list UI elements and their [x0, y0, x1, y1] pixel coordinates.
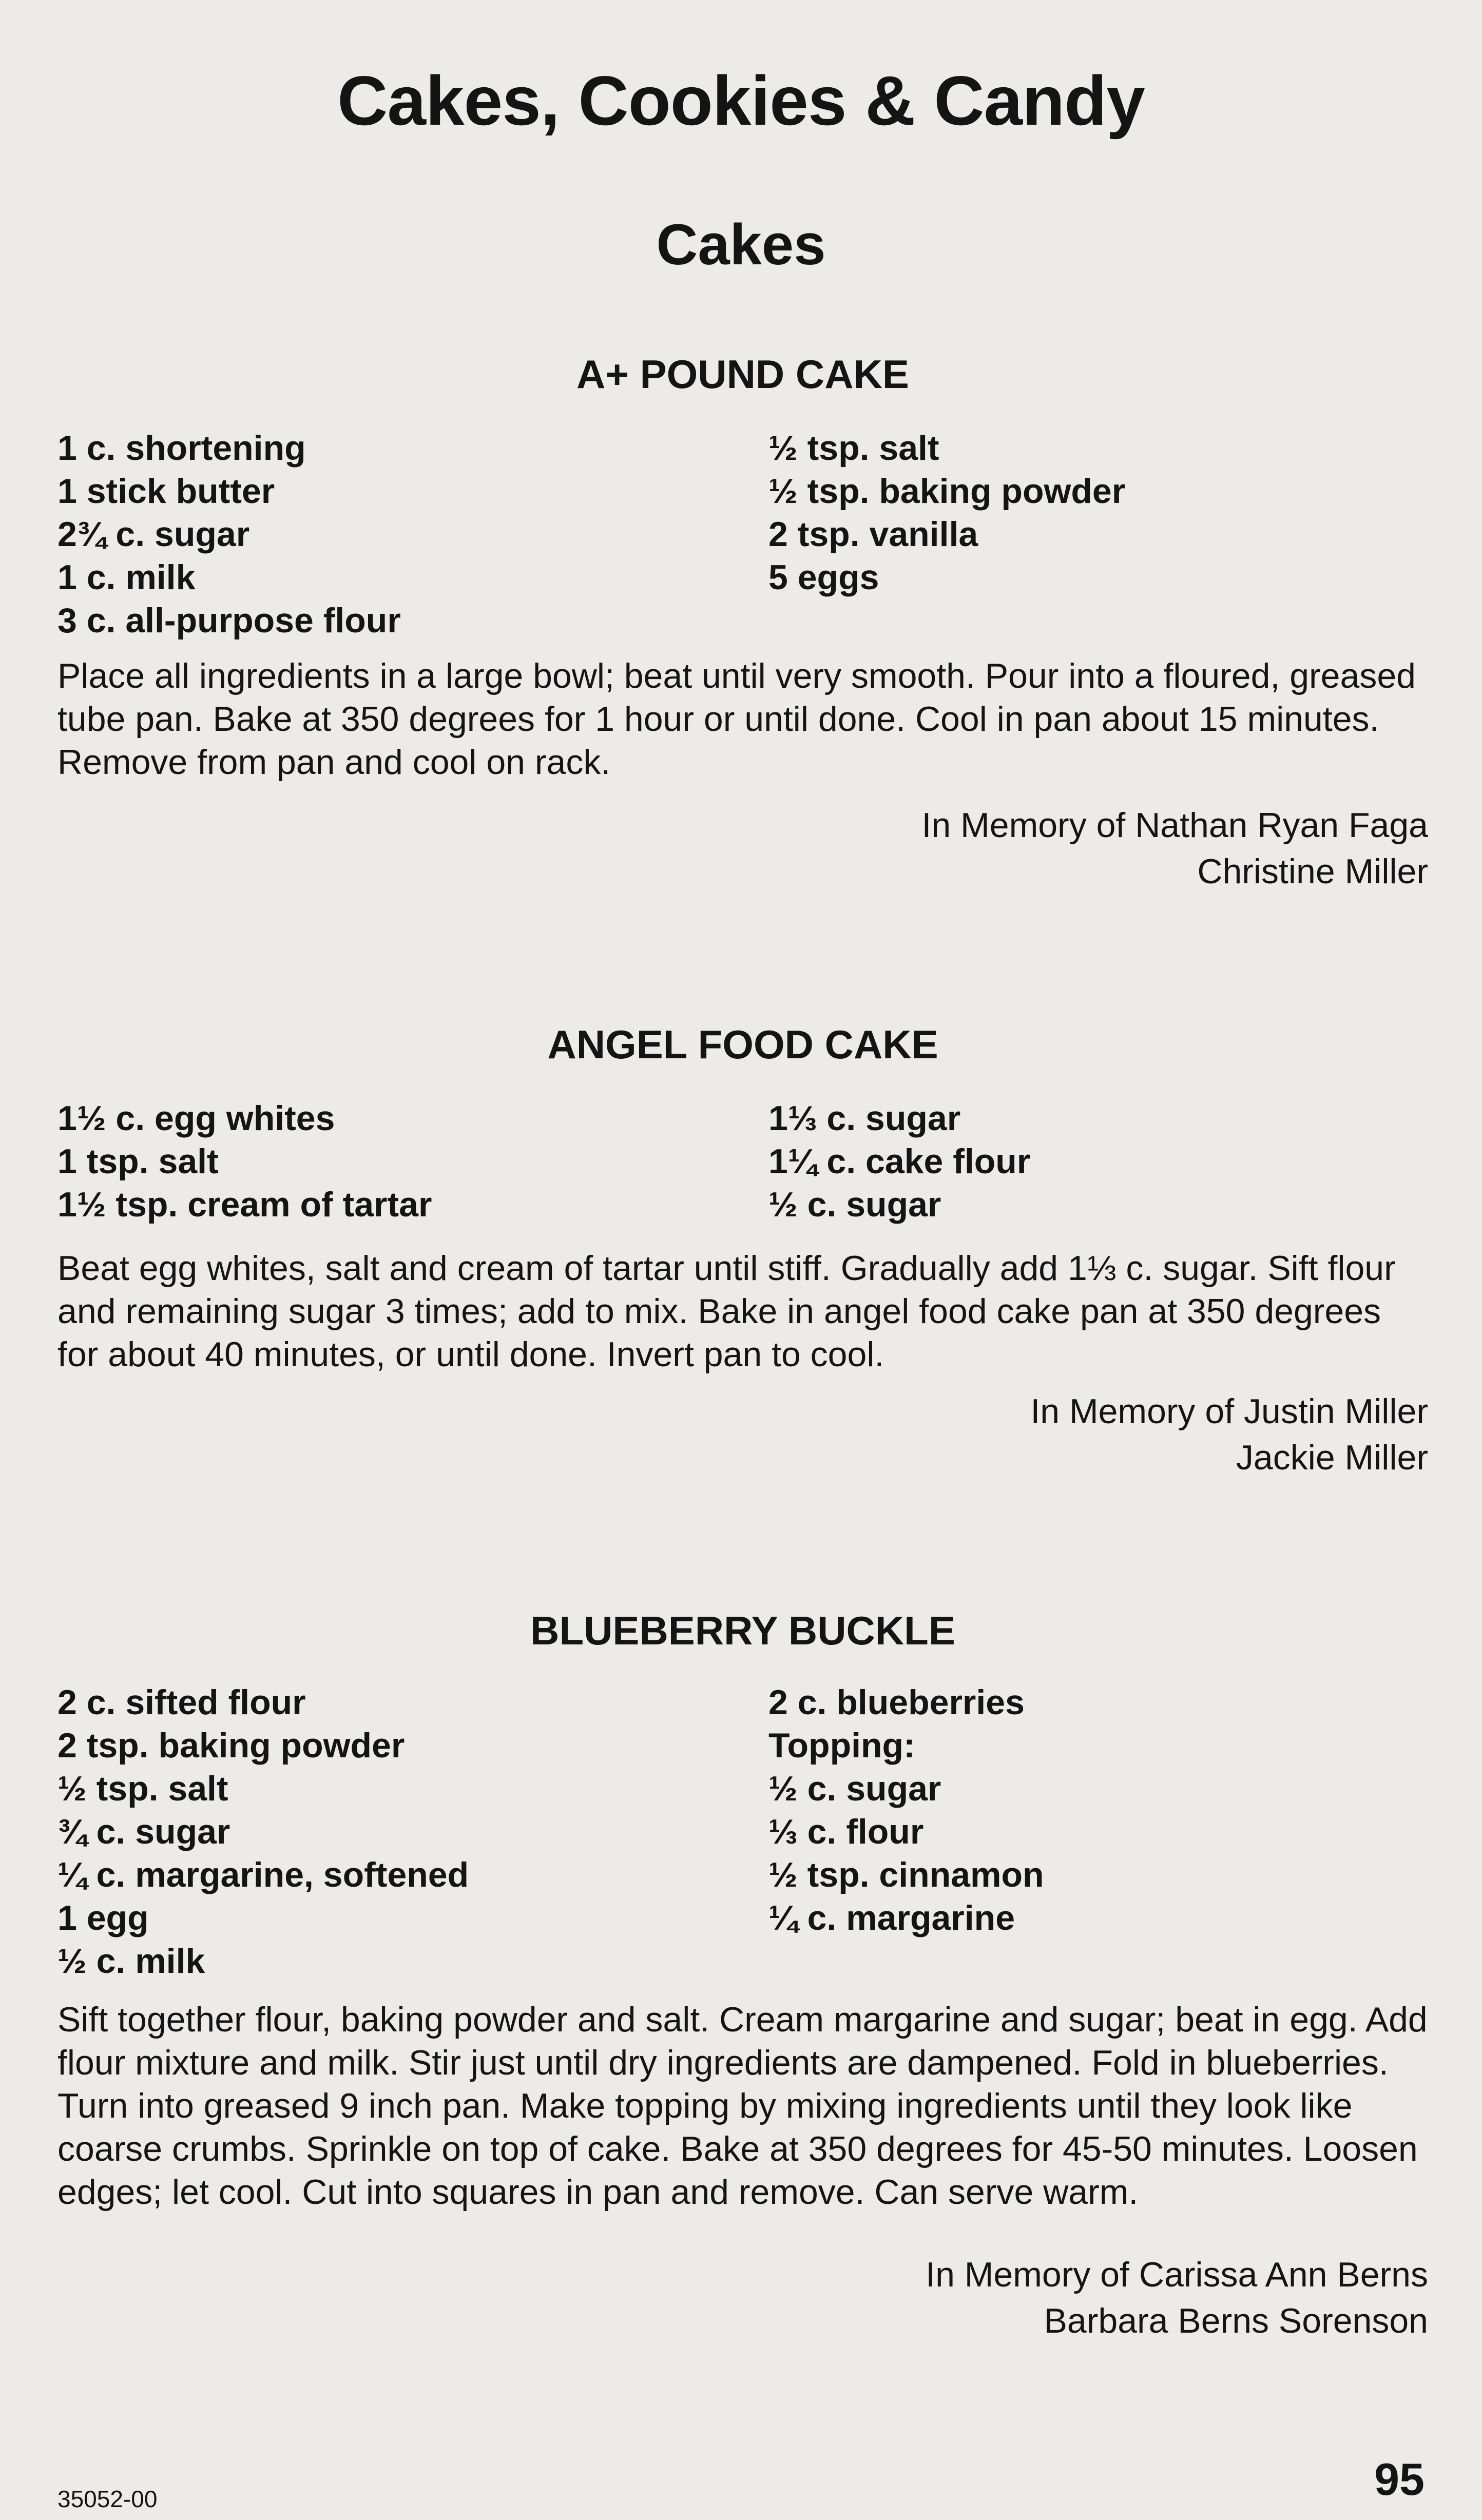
- ingredient: 1 tsp. salt: [57, 1142, 219, 1181]
- chapter-title: Cakes, Cookies & Candy: [337, 62, 1145, 140]
- ingredient: ½ c. milk: [57, 1942, 205, 1981]
- ingredients: [57, 1097, 1428, 1226]
- ingredient: 2 c. sifted flour: [57, 1683, 306, 1722]
- recipe-angel-food-cake: [57, 1021, 1428, 1481]
- ingredient: ¾ c. sugar: [57, 1812, 230, 1851]
- ingredients-left: [57, 427, 768, 642]
- section-title: Cakes: [656, 212, 826, 277]
- ingredients-left: [57, 1681, 768, 1983]
- ingredient: ¼ c. margarine: [768, 1898, 1015, 1937]
- ingredients-right: [768, 427, 1125, 642]
- ingredient: ½ c. sugar: [768, 1185, 941, 1224]
- ingredient: 1 c. shortening: [57, 429, 306, 468]
- ingredient: 1½ c. egg whites: [57, 1099, 335, 1138]
- ingredient: ½ tsp. baking powder: [768, 472, 1126, 511]
- recipe-title: ANGEL FOOD CAKE: [547, 1022, 938, 1067]
- ingredients-right: [768, 1681, 1044, 1983]
- ingredient: ½ tsp. cinnamon: [768, 1855, 1044, 1894]
- ingredients: [57, 427, 1428, 642]
- ingredient: ½ tsp. salt: [768, 429, 939, 468]
- memorial-line: In Memory of Nathan Ryan Faga: [921, 806, 1428, 845]
- recipe-pound-cake: [57, 351, 1428, 895]
- ingredient: ⅓ c. flour: [768, 1812, 924, 1851]
- ingredient: ½ c. sugar: [768, 1769, 941, 1808]
- ingredient: 1¼ c. cake flour: [768, 1142, 1031, 1181]
- instructions: Sift together flour, baking powder and salt. Cream margarine and sugar; beat in egg. Add flour mixture and milk. Stir just until dry ingredients are dampened. Fold in blueberries. Turn into greased 9 inch pan. Make topping by mixing ingredients until they look like coarse crumbs. Sprinkle on top of cake. Bake at 350 degrees for 45-50 minutes. Loosen edges; let cool. Cut into squares in pan and remove. Can serve warm.: [57, 2000, 1428, 2212]
- topping-label: Topping:: [768, 1726, 915, 1765]
- contributor: Christine Miller: [1197, 852, 1428, 891]
- ingredients-right: [768, 1097, 1030, 1226]
- ingredient: 1 egg: [57, 1898, 149, 1937]
- footer-code: 35052-00: [57, 2486, 158, 2512]
- ingredient: 2 tsp. baking powder: [57, 1726, 405, 1765]
- recipe-title: BLUEBERRY BUCKLE: [530, 1608, 955, 1653]
- ingredient: 1½ tsp. cream of tartar: [57, 1185, 432, 1224]
- ingredient: 1 stick butter: [57, 472, 275, 511]
- page-number: 95: [1374, 2454, 1425, 2505]
- ingredient: ½ tsp. salt: [57, 1769, 228, 1808]
- ingredient: 2 c. blueberries: [768, 1683, 1025, 1722]
- ingredients-left: [57, 1097, 768, 1226]
- instructions: Beat egg whites, salt and cream of tartar until stiff. Gradually add 1⅓ c. sugar. Sift flour and remaining sugar 3 times; add to mix. Bake in angel food cake pan at 350 degrees for about 40 minutes, or until done. Invert pan to cool.: [57, 1249, 1396, 1374]
- contributor: Jackie Miller: [1236, 1438, 1428, 1477]
- ingredient: 5 eggs: [768, 558, 879, 597]
- ingredient: 1⅓ c. sugar: [768, 1099, 961, 1138]
- recipe-blueberry-buckle: [57, 1607, 1428, 2344]
- ingredient: 3 c. all-purpose flour: [57, 601, 401, 640]
- ingredient: 2¾ c. sugar: [57, 515, 250, 554]
- ingredients: [57, 1681, 1428, 1983]
- ingredient: 1 c. milk: [57, 558, 196, 597]
- contributor: Barbara Berns Sorenson: [1044, 2301, 1428, 2340]
- ingredient: 2 tsp. vanilla: [768, 515, 978, 554]
- recipe-title: A+ POUND CAKE: [576, 352, 909, 397]
- memorial-line: In Memory of Carissa Ann Berns: [926, 2255, 1428, 2294]
- ingredient: ¼ c. margarine, softened: [57, 1855, 469, 1894]
- memorial-line: In Memory of Justin Miller: [1030, 1392, 1428, 1431]
- instructions: Place all ingredients in a large bowl; beat until very smooth. Pour into a floured, greased tube pan. Bake at 350 degrees for 1 hour or until done. Cool in pan about 15 minutes. Remove from pan and cool on rack.: [57, 656, 1416, 782]
